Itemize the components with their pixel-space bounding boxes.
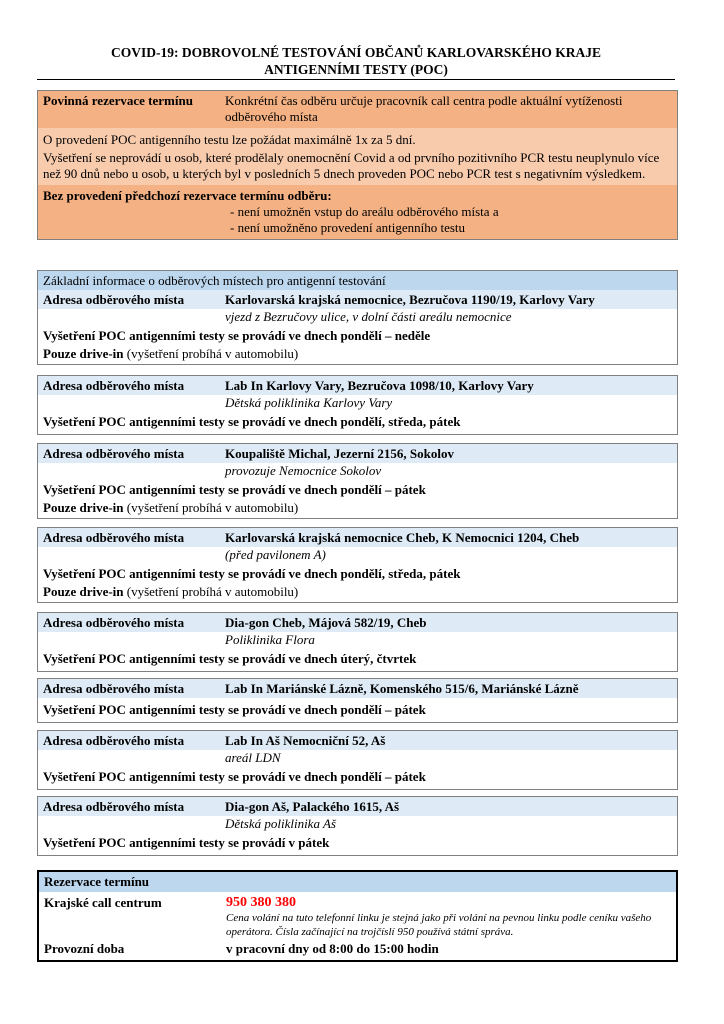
site-address: Karlovarská krajská nemocnice, Bezručova 1190/19, Karlovy Vary	[225, 292, 595, 307]
callcenter-row	[39, 892, 676, 940]
site-address-row	[38, 444, 677, 463]
site-address-row	[38, 290, 677, 309]
site-days: Vyšetření POC antigenními testy se provádí ve dnech pondělí – pátek	[43, 482, 426, 497]
site-note: provozuje Nemocnice Sokolov	[225, 463, 382, 478]
site-days: Vyšetření POC antigenními testy se provádí ve dnech pondělí, středa, pátek	[43, 566, 461, 581]
address-label: Adresa odběrového místa	[43, 799, 185, 814]
site-address-row	[38, 613, 677, 632]
mandatory-reservation-label: Povinná rezervace termínu	[43, 93, 193, 108]
document-title	[37, 44, 675, 78]
site-drive-in	[38, 344, 677, 364]
callcenter-value	[226, 895, 666, 939]
rules-box	[37, 90, 678, 240]
hours-row	[39, 940, 676, 960]
without-reservation-row	[38, 185, 677, 239]
site-note: areál LDN	[225, 750, 281, 765]
site-days: Vyšetření POC antigenními testy se provádí ve dnech pondělí – pátek	[43, 769, 426, 784]
title-line-2: ANTIGENNÍMI TESTY (POC)	[264, 62, 448, 77]
title-line-1: COVID-19: DOBROVOLNÉ TESTOVÁNÍ OBČANŮ KARLOVARSKÉHO KRAJE	[111, 45, 601, 60]
phone-number[interactable]: 950 380 380	[226, 895, 296, 910]
address-label: Adresa odběrového místa	[43, 530, 185, 545]
site-address-row	[38, 797, 677, 816]
site-days: Vyšetření POC antigenními testy se provádí ve dnech pondělí – pátek	[43, 702, 426, 717]
drive-in-label: Pouze drive-in	[43, 346, 124, 361]
site-box	[37, 730, 678, 790]
site-address: Koupaliště Michal, Jezerní 2156, Sokolov	[225, 446, 454, 461]
address-label: Adresa odběrového místa	[43, 292, 185, 307]
test-rules-row	[38, 128, 677, 185]
site-address: Karlovarská krajská nemocnice Cheb, K Nemocnici 1204, Cheb	[225, 530, 580, 545]
site-box	[37, 375, 678, 435]
hours-label: Provozní doba	[44, 941, 125, 956]
without-reservation-label: Bez provedení předchozí rezervace termínu odběru:	[43, 188, 332, 203]
site-note: (před pavilonem A)	[225, 547, 326, 562]
mandatory-reservation-text: Konkrétní čas odběru určuje pracovník call centra podle aktuální vytíženosti odběrového místa	[225, 93, 623, 124]
reservation-header: Rezervace termínu	[39, 872, 676, 892]
drive-in-label: Pouze drive-in	[43, 584, 124, 599]
site-box	[37, 270, 678, 365]
hours-value: v pracovní dny od 8:00 do 15:00 hodin	[226, 941, 439, 956]
mandatory-reservation-row	[38, 91, 677, 128]
address-label: Adresa odběrového místa	[43, 733, 185, 748]
site-drive-in	[38, 498, 677, 518]
site-note: Dětská poliklinika Karlovy Vary	[225, 395, 393, 410]
site-days: Vyšetření POC antigenními testy se provádí ve dnech pondělí – neděle	[43, 328, 431, 343]
site-address: Dia-gon Cheb, Májová 582/19, Cheb	[225, 615, 427, 630]
phone-note: Cena volání na tuto telefonní linku je stejná jako při volání na pevnou linku podle ceníku vašeho operátora. Čísla začínající na trojčíslí 950 používá státní správa.	[226, 912, 652, 938]
site-address-row	[38, 376, 677, 395]
site-note: vjezd z Bezručovy ulice, v dolní části areálu nemocnice	[225, 309, 512, 324]
site-days: Vyšetření POC antigenními testy se provádí ve dnech úterý, čtvrtek	[43, 651, 417, 666]
address-label: Adresa odběrového místa	[43, 446, 185, 461]
site-note: Poliklinika Flora	[225, 632, 315, 647]
without-reservation-item: - není umožněn vstup do areálu odběrového místa a	[230, 204, 499, 219]
site-address: Lab In Karlovy Vary, Bezručova 1098/10, Karlovy Vary	[225, 378, 534, 393]
site-address: Lab In Mariánské Lázně, Komenského 515/6, Mariánské Lázně	[225, 681, 579, 696]
site-days: Vyšetření POC antigenními testy se provádí v pátek	[43, 835, 330, 850]
drive-in-label: Pouze drive-in	[43, 500, 124, 515]
reservation-box	[37, 870, 678, 962]
exclusion-text: Vyšetření se neprovádí u osob, které prodělaly onemocnění Covid a od prvního pozitivního PCR testu neuplynulo více než 90 dnů nebo u osob, u kterých byl v posledních 5 dnech proveden POC nebo PCR test s negativním výsledkem.	[43, 150, 660, 181]
site-address-row	[38, 731, 677, 750]
title-divider	[37, 79, 675, 80]
site-drive-in	[38, 582, 677, 602]
drive-in-text: (vyšetření probíhá v automobilu)	[123, 584, 299, 599]
site-box	[37, 527, 678, 603]
site-box	[37, 443, 678, 519]
callcenter-label: Krajské call centrum	[44, 895, 162, 910]
drive-in-text: (vyšetření probíhá v automobilu)	[123, 346, 299, 361]
site-days: Vyšetření POC antigenními testy se provádí ve dnech pondělí, středa, pátek	[43, 414, 461, 429]
address-label: Adresa odběrového místa	[43, 615, 185, 630]
drive-in-text: (vyšetření probíhá v automobilu)	[123, 500, 299, 515]
site-address-row	[38, 528, 677, 547]
site-box	[37, 612, 678, 672]
site-address-row	[38, 679, 677, 698]
info-header: Základní informace o odběrových místech pro antigenní testování	[38, 271, 677, 290]
address-label: Adresa odběrového místa	[43, 378, 185, 393]
test-limit-text: O provedení POC antigenního testu lze požádat maximálně 1x za 5 dní.	[43, 132, 416, 147]
site-note: Dětská poliklinika Aš	[225, 816, 336, 831]
site-address: Dia-gon Aš, Palackého 1615, Aš	[225, 799, 400, 814]
address-label: Adresa odběrového místa	[43, 681, 185, 696]
site-address: Lab In Aš Nemocniční 52, Aš	[225, 733, 386, 748]
site-box	[37, 678, 678, 723]
site-box	[37, 796, 678, 856]
without-reservation-item: - není umožněno provedení antigenního testu	[230, 220, 466, 235]
